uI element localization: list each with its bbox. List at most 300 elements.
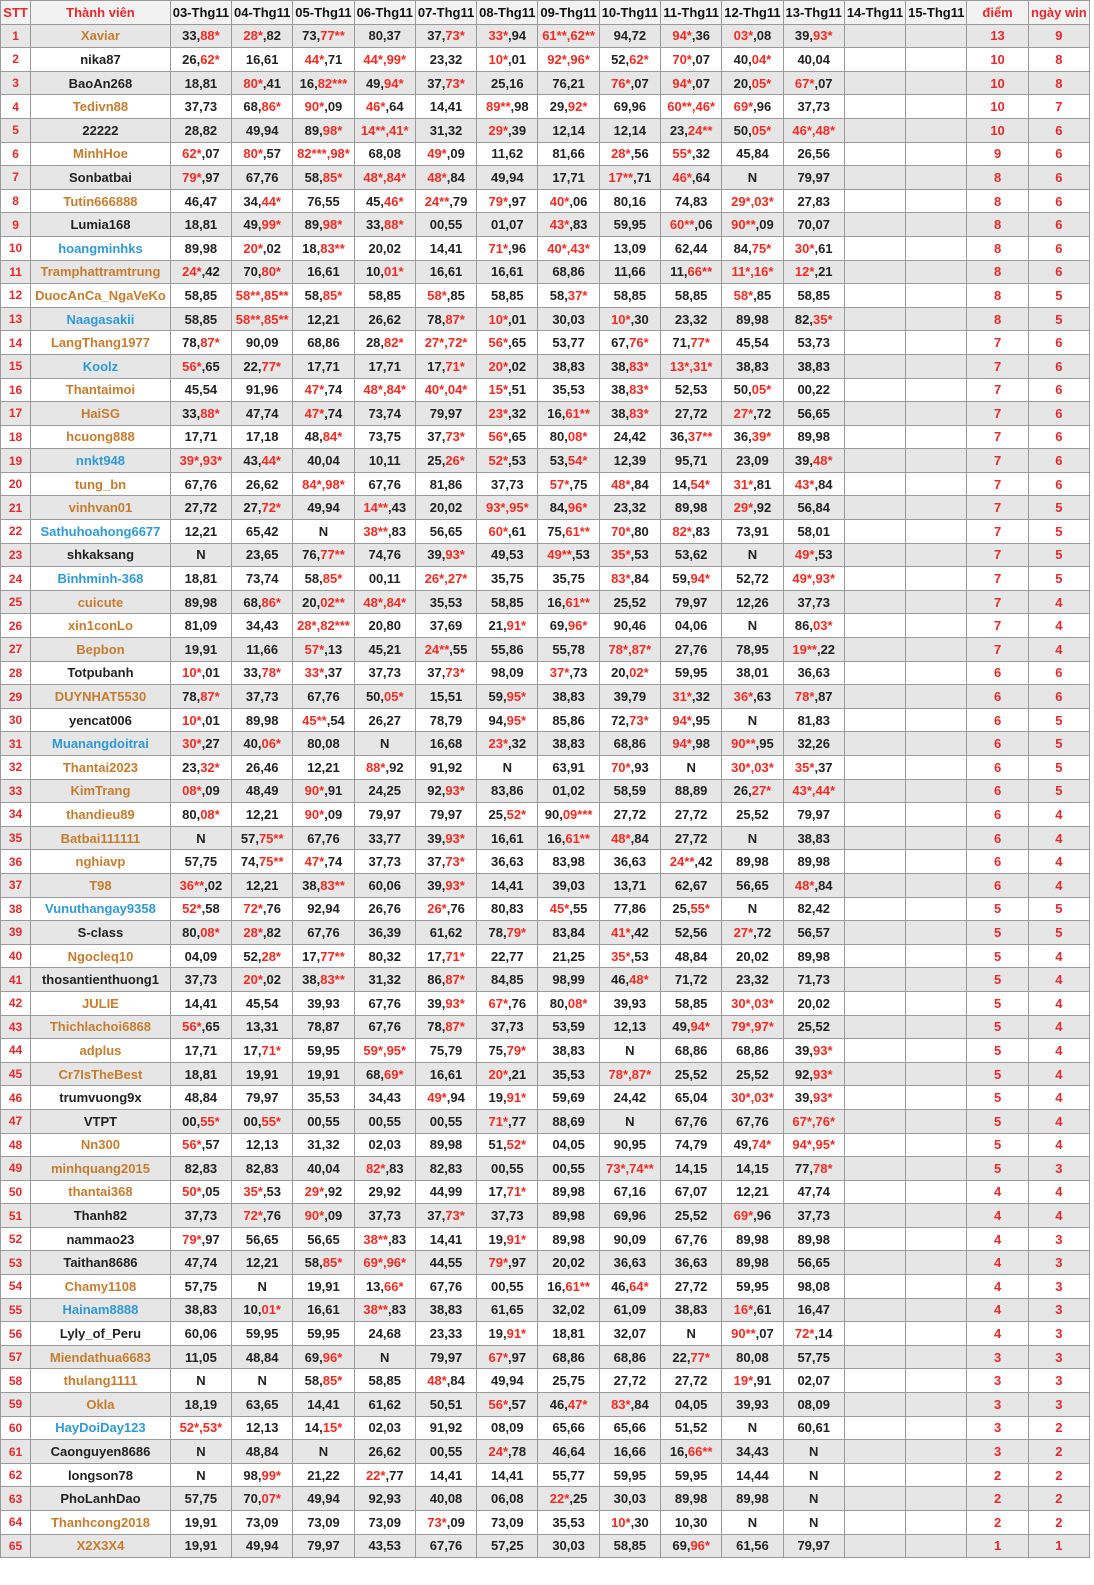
day-result-cell: 80,08 (293, 732, 354, 756)
member-name: KimTrang (31, 779, 171, 803)
day-result-cell: 25,75 (538, 1369, 599, 1393)
wins-cell: 6 (1028, 236, 1089, 260)
day-result-cell (844, 1133, 905, 1157)
day-result-cell: 26,27 (354, 708, 415, 732)
day-result-cell: 22,77* (232, 354, 293, 378)
table-row (1, 803, 1090, 827)
day-result-cell: 58,59 (599, 779, 660, 803)
header-day: 06-Thg11 (354, 1, 415, 25)
day-result-cell: 43,53 (354, 1534, 415, 1558)
day-result-cell: 89,98 (232, 708, 293, 732)
wins-cell: 6 (1028, 685, 1089, 709)
day-result-cell: 89,98 (538, 1204, 599, 1228)
day-result-cell: 31*,81 (722, 472, 783, 496)
table-row (1, 1369, 1090, 1393)
day-result-cell: 75,79 (415, 1039, 476, 1063)
header-day: 09-Thg11 (538, 1, 599, 25)
day-result-cell (844, 1275, 905, 1299)
wins-cell: 5 (1028, 779, 1089, 803)
day-result-cell: 16,66 (599, 1440, 660, 1464)
day-result-cell: 13,66* (354, 1275, 415, 1299)
day-result-cell: 90*,09 (293, 803, 354, 827)
member-name: Sathuhoahong6677 (31, 520, 171, 544)
day-result-cell: 89,98 (722, 1487, 783, 1511)
day-result-cell: 35,53 (538, 1511, 599, 1535)
day-result-cell: 48*,84 (599, 472, 660, 496)
day-result-cell: 16,47 (783, 1298, 844, 1322)
wins-cell: 3 (1028, 1227, 1089, 1251)
row-number: 63 (1, 1487, 31, 1511)
day-result-cell: 30,03 (599, 1487, 660, 1511)
day-result-cell: 57,75 (170, 850, 231, 874)
day-result-cell: 27,72 (661, 402, 722, 426)
day-result-cell: 37,73* (415, 850, 476, 874)
day-result-cell: 15*,51 (477, 378, 538, 402)
day-result-cell (844, 614, 905, 638)
day-result-cell: 44*,99* (354, 48, 415, 72)
day-result-cell: 56,65 (415, 520, 476, 544)
day-result-cell: 26,46 (232, 756, 293, 780)
day-result-cell: 43*,83 (538, 213, 599, 237)
member-name: hcuong888 (31, 425, 171, 449)
day-result-cell: 24*,78 (477, 1440, 538, 1464)
wins-cell: 3 (1028, 1345, 1089, 1369)
day-result-cell: 98,09 (477, 661, 538, 685)
day-result-cell: 00,22 (783, 378, 844, 402)
day-result-cell: 26,76 (354, 897, 415, 921)
day-result-cell: 36,37** (661, 425, 722, 449)
day-result-cell: 18,19 (170, 1393, 231, 1417)
day-result-cell (906, 213, 967, 237)
wins-cell: 2 (1028, 1511, 1089, 1535)
score-cell: 8 (967, 260, 1028, 284)
day-result-cell: 80,83 (477, 897, 538, 921)
day-result-cell: 00,55* (232, 1109, 293, 1133)
day-result-cell: 78,87 (293, 1015, 354, 1039)
day-result-cell (906, 1393, 967, 1417)
day-result-cell: 35*,37 (783, 756, 844, 780)
day-result-cell: 89,98* (293, 213, 354, 237)
day-result-cell: 79*,97 (477, 189, 538, 213)
day-result-cell: 19,91 (293, 1275, 354, 1299)
day-result-cell (844, 1534, 905, 1558)
day-result-cell: 27,72 (599, 1369, 660, 1393)
row-number: 49 (1, 1157, 31, 1181)
day-result-cell: 49,94 (477, 1369, 538, 1393)
day-result-cell: 56*,65 (477, 425, 538, 449)
table-row (1, 873, 1090, 897)
day-result-cell: 79*,97 (170, 1227, 231, 1251)
row-number: 20 (1, 472, 31, 496)
day-result-cell: 29,92 (354, 1180, 415, 1204)
day-result-cell: 73,75 (354, 425, 415, 449)
score-cell: 5 (967, 921, 1028, 945)
day-result-cell (844, 24, 905, 48)
day-result-cell: 62*,07 (170, 142, 231, 166)
wins-cell: 2 (1028, 1440, 1089, 1464)
day-result-cell: 90,95 (599, 1133, 660, 1157)
row-number: 58 (1, 1369, 31, 1393)
table-row (1, 1298, 1090, 1322)
day-result-cell (844, 166, 905, 190)
day-result-cell: 83,86 (477, 779, 538, 803)
day-result-cell: 14,44 (722, 1463, 783, 1487)
day-result-cell (844, 520, 905, 544)
day-result-cell: 76,77** (293, 543, 354, 567)
wins-cell: 4 (1028, 638, 1089, 662)
day-result-cell: 59,95 (599, 1463, 660, 1487)
day-result-cell: 49,94 (477, 166, 538, 190)
day-result-cell: 68,86 (538, 260, 599, 284)
day-result-cell: 48*,84 (415, 166, 476, 190)
day-result-cell: 49,74* (722, 1133, 783, 1157)
day-result-cell: N (232, 1369, 293, 1393)
day-result-cell: 39,93 (722, 1393, 783, 1417)
table-row (1, 142, 1090, 166)
day-result-cell (906, 1086, 967, 1110)
day-result-cell: 67,76 (232, 166, 293, 190)
table-row (1, 1463, 1090, 1487)
table-row (1, 1157, 1090, 1181)
day-result-cell: 57,75** (232, 826, 293, 850)
day-result-cell (906, 850, 967, 874)
day-result-cell: 12,21 (232, 803, 293, 827)
day-result-cell (906, 1109, 967, 1133)
row-number: 3 (1, 71, 31, 95)
row-number: 60 (1, 1416, 31, 1440)
score-cell: 7 (967, 496, 1028, 520)
day-result-cell: 46,48* (599, 968, 660, 992)
day-result-cell: 18,81 (170, 567, 231, 591)
day-result-cell: 78*,87* (599, 638, 660, 662)
day-result-cell: 37,73* (415, 425, 476, 449)
day-result-cell: 39,93* (783, 1039, 844, 1063)
day-result-cell (844, 402, 905, 426)
day-result-cell: 74,76 (354, 543, 415, 567)
day-result-cell: 90*,09 (293, 1204, 354, 1228)
score-cell: 5 (967, 968, 1028, 992)
day-result-cell: 32,26 (783, 732, 844, 756)
day-result-cell: 61,56 (722, 1534, 783, 1558)
day-result-cell (844, 449, 905, 473)
wins-cell: 5 (1028, 708, 1089, 732)
member-name: HayDoiDay123 (31, 1416, 171, 1440)
day-result-cell: 00,55* (170, 1109, 231, 1133)
day-result-cell: 28*,82 (232, 921, 293, 945)
day-result-cell: 78,95 (722, 638, 783, 662)
score-cell: 8 (967, 166, 1028, 190)
day-result-cell (844, 378, 905, 402)
day-result-cell: 92,93 (354, 1487, 415, 1511)
row-number: 44 (1, 1039, 31, 1063)
table-row (1, 472, 1090, 496)
day-result-cell: 10*,01 (477, 307, 538, 331)
day-result-cell (906, 1322, 967, 1346)
day-result-cell: 46,47 (170, 189, 231, 213)
header-row (1, 1, 1090, 25)
day-result-cell: 39,48* (783, 449, 844, 473)
day-result-cell (906, 520, 967, 544)
day-result-cell: 27,72 (170, 496, 231, 520)
day-result-cell: N (170, 826, 231, 850)
day-result-cell: 38,83* (599, 378, 660, 402)
row-number: 21 (1, 496, 31, 520)
day-result-cell: 89,98 (170, 236, 231, 260)
wins-cell: 4 (1028, 614, 1089, 638)
member-name: thantai368 (31, 1180, 171, 1204)
day-result-cell (844, 1416, 905, 1440)
day-result-cell: 23,32 (599, 496, 660, 520)
score-cell: 3 (967, 1440, 1028, 1464)
day-result-cell: 79,97 (293, 1534, 354, 1558)
day-result-cell: 10,11 (354, 449, 415, 473)
day-result-cell: 04,09 (170, 944, 231, 968)
day-result-cell: 30*,03* (722, 991, 783, 1015)
day-result-cell: 14,15* (293, 1416, 354, 1440)
row-number: 36 (1, 850, 31, 874)
day-result-cell: 26*,76 (415, 897, 476, 921)
day-result-cell: 02,03 (354, 1416, 415, 1440)
score-cell: 3 (967, 1345, 1028, 1369)
day-result-cell: 36,39* (722, 425, 783, 449)
day-result-cell: 51,52 (661, 1416, 722, 1440)
day-result-cell: 37,73 (232, 685, 293, 709)
day-result-cell: 58,85* (293, 284, 354, 308)
day-result-cell: 38,83* (599, 354, 660, 378)
day-result-cell: 01,07 (477, 213, 538, 237)
row-number: 15 (1, 354, 31, 378)
day-result-cell (844, 1086, 905, 1110)
day-result-cell: 88,89 (661, 779, 722, 803)
score-cell: 4 (967, 1204, 1028, 1228)
day-result-cell (844, 803, 905, 827)
day-result-cell (844, 1227, 905, 1251)
day-result-cell: 20,02 (354, 236, 415, 260)
day-result-cell: 47*,74 (293, 378, 354, 402)
row-number: 25 (1, 590, 31, 614)
member-name: Naagasakii (31, 307, 171, 331)
day-result-cell: 23,65 (232, 543, 293, 567)
score-cell: 6 (967, 803, 1028, 827)
wins-cell: 4 (1028, 803, 1089, 827)
day-result-cell: 04,05 (661, 1393, 722, 1417)
day-result-cell: 38,83 (661, 1298, 722, 1322)
row-number: 28 (1, 661, 31, 685)
day-result-cell: 45**,54 (293, 708, 354, 732)
day-result-cell: 86,87* (415, 968, 476, 992)
day-result-cell: 19,91 (170, 1534, 231, 1558)
day-result-cell: 52,56 (661, 921, 722, 945)
day-result-cell (906, 48, 967, 72)
day-result-cell: 60,61 (783, 1416, 844, 1440)
day-result-cell: 26*,27* (415, 567, 476, 591)
day-result-cell: 69,96 (599, 95, 660, 119)
row-number: 35 (1, 826, 31, 850)
header-day: 03-Thg11 (170, 1, 231, 25)
day-result-cell: 92*,96* (538, 48, 599, 72)
member-name: DUYNHAT5530 (31, 685, 171, 709)
day-result-cell: N (722, 543, 783, 567)
score-cell: 6 (967, 779, 1028, 803)
day-result-cell: 58,85 (170, 307, 231, 331)
score-cell: 2 (967, 1463, 1028, 1487)
wins-cell: 3 (1028, 1393, 1089, 1417)
member-name: Thanh82 (31, 1204, 171, 1228)
day-result-cell: 79,97 (783, 803, 844, 827)
day-result-cell (844, 1157, 905, 1181)
day-result-cell: 10,01* (232, 1298, 293, 1322)
day-result-cell: 31*,32 (661, 685, 722, 709)
day-result-cell: 35,75 (538, 567, 599, 591)
row-number: 26 (1, 614, 31, 638)
row-number: 43 (1, 1015, 31, 1039)
day-result-cell: 26,62* (170, 48, 231, 72)
day-result-cell: 67,07 (661, 1180, 722, 1204)
day-result-cell: 20,05* (722, 71, 783, 95)
wins-cell: 5 (1028, 520, 1089, 544)
day-result-cell (906, 921, 967, 945)
score-cell: 7 (967, 354, 1028, 378)
wins-cell: 5 (1028, 732, 1089, 756)
table-row (1, 756, 1090, 780)
day-result-cell (844, 991, 905, 1015)
day-result-cell: 24,68 (354, 1322, 415, 1346)
day-result-cell: 27,72 (599, 803, 660, 827)
day-result-cell (906, 354, 967, 378)
day-result-cell (844, 1180, 905, 1204)
day-result-cell: 35*,53 (599, 944, 660, 968)
day-result-cell: 37,73 (783, 1204, 844, 1228)
row-number: 45 (1, 1062, 31, 1086)
day-result-cell (906, 897, 967, 921)
day-result-cell: 67,16 (599, 1180, 660, 1204)
day-result-cell: 94*,36 (661, 24, 722, 48)
day-result-cell (844, 826, 905, 850)
day-result-cell: 32,07 (599, 1322, 660, 1346)
day-result-cell: 17,71* (232, 1039, 293, 1063)
score-cell: 6 (967, 661, 1028, 685)
day-result-cell: 37,73 (170, 1204, 231, 1228)
day-result-cell: 68,86 (538, 1345, 599, 1369)
day-result-cell: 93*,95* (477, 496, 538, 520)
day-result-cell: 72,73* (599, 708, 660, 732)
day-result-cell: N (783, 1440, 844, 1464)
day-result-cell: 39*,93* (170, 449, 231, 473)
day-result-cell: 25,52 (722, 1062, 783, 1086)
day-result-cell: 57*,13 (293, 638, 354, 662)
day-result-cell (844, 1298, 905, 1322)
day-result-cell (906, 1227, 967, 1251)
day-result-cell: 98,99 (538, 968, 599, 992)
day-result-cell: 02,03 (354, 1133, 415, 1157)
table-row (1, 1511, 1090, 1535)
day-result-cell: 73,09 (354, 1511, 415, 1535)
day-result-cell: 20*,21 (477, 1062, 538, 1086)
day-result-cell: 58**,85** (232, 284, 293, 308)
day-result-cell: 19,91 (170, 1511, 231, 1535)
table-row (1, 1133, 1090, 1157)
day-result-cell: 12,39 (599, 449, 660, 473)
day-result-cell: 73,77** (293, 24, 354, 48)
row-number: 39 (1, 921, 31, 945)
day-result-cell: 40,06* (232, 732, 293, 756)
member-name: Okla (31, 1393, 171, 1417)
day-result-cell: 37,73 (477, 1204, 538, 1228)
day-result-cell: 88*,92 (354, 756, 415, 780)
day-result-cell: 68,86 (599, 1345, 660, 1369)
day-result-cell: 52*,58 (170, 897, 231, 921)
member-name: Lyly_of_Peru (31, 1322, 171, 1346)
day-result-cell: 67,76 (354, 991, 415, 1015)
table-row (1, 968, 1090, 992)
member-name: thulang1111 (31, 1369, 171, 1393)
day-result-cell: 73*,74** (599, 1157, 660, 1181)
day-result-cell: 94*,95* (783, 1133, 844, 1157)
row-number: 57 (1, 1345, 31, 1369)
day-result-cell: 36,63 (599, 1251, 660, 1275)
wins-cell: 3 (1028, 1322, 1089, 1346)
day-result-cell: 17,71 (170, 425, 231, 449)
day-result-cell (844, 331, 905, 355)
member-name: cuicute (31, 590, 171, 614)
day-result-cell: 22*,77 (354, 1463, 415, 1487)
wins-cell: 4 (1028, 1133, 1089, 1157)
member-name: Koolz (31, 354, 171, 378)
day-result-cell: 58,85 (783, 284, 844, 308)
header-score: điểm (967, 1, 1028, 25)
day-result-cell: 33,88* (170, 24, 231, 48)
day-result-cell: 25,52 (722, 803, 783, 827)
day-result-cell: 14,41 (477, 873, 538, 897)
day-result-cell: 82,42 (783, 897, 844, 921)
table-row (1, 1086, 1090, 1110)
day-result-cell: 18,81 (538, 1322, 599, 1346)
day-result-cell: 14,41 (415, 1227, 476, 1251)
day-result-cell: 30,03 (538, 1534, 599, 1558)
member-name: Chamy1108 (31, 1275, 171, 1299)
day-result-cell: 89,98 (722, 850, 783, 874)
day-result-cell: 56*,65 (170, 354, 231, 378)
day-result-cell: N (599, 1039, 660, 1063)
day-result-cell: 69*,96 (722, 1204, 783, 1228)
day-result-cell: 49,94 (232, 118, 293, 142)
day-result-cell: N (661, 1322, 722, 1346)
day-result-cell: 65,42 (232, 520, 293, 544)
day-result-cell (906, 779, 967, 803)
day-result-cell: 70,80* (232, 260, 293, 284)
day-result-cell (906, 756, 967, 780)
day-result-cell: 94,95* (477, 708, 538, 732)
member-name: LangThang1977 (31, 331, 171, 355)
day-result-cell: 48*,84* (354, 590, 415, 614)
day-result-cell: 17,71 (170, 1039, 231, 1063)
day-result-cell: 14**,41* (354, 118, 415, 142)
wins-cell: 6 (1028, 213, 1089, 237)
row-number: 30 (1, 708, 31, 732)
day-result-cell: 08*,09 (170, 779, 231, 803)
day-result-cell (844, 71, 905, 95)
day-result-cell: 20,02 (415, 496, 476, 520)
day-result-cell: 69,96 (599, 1204, 660, 1228)
day-result-cell: 82,83 (170, 1157, 231, 1181)
member-name: nnkt948 (31, 449, 171, 473)
wins-cell: 8 (1028, 48, 1089, 72)
table-row (1, 850, 1090, 874)
day-result-cell: 46*,64 (661, 166, 722, 190)
row-number: 27 (1, 638, 31, 662)
day-result-cell: 11,05 (170, 1345, 231, 1369)
day-result-cell: 19*,91 (722, 1369, 783, 1393)
